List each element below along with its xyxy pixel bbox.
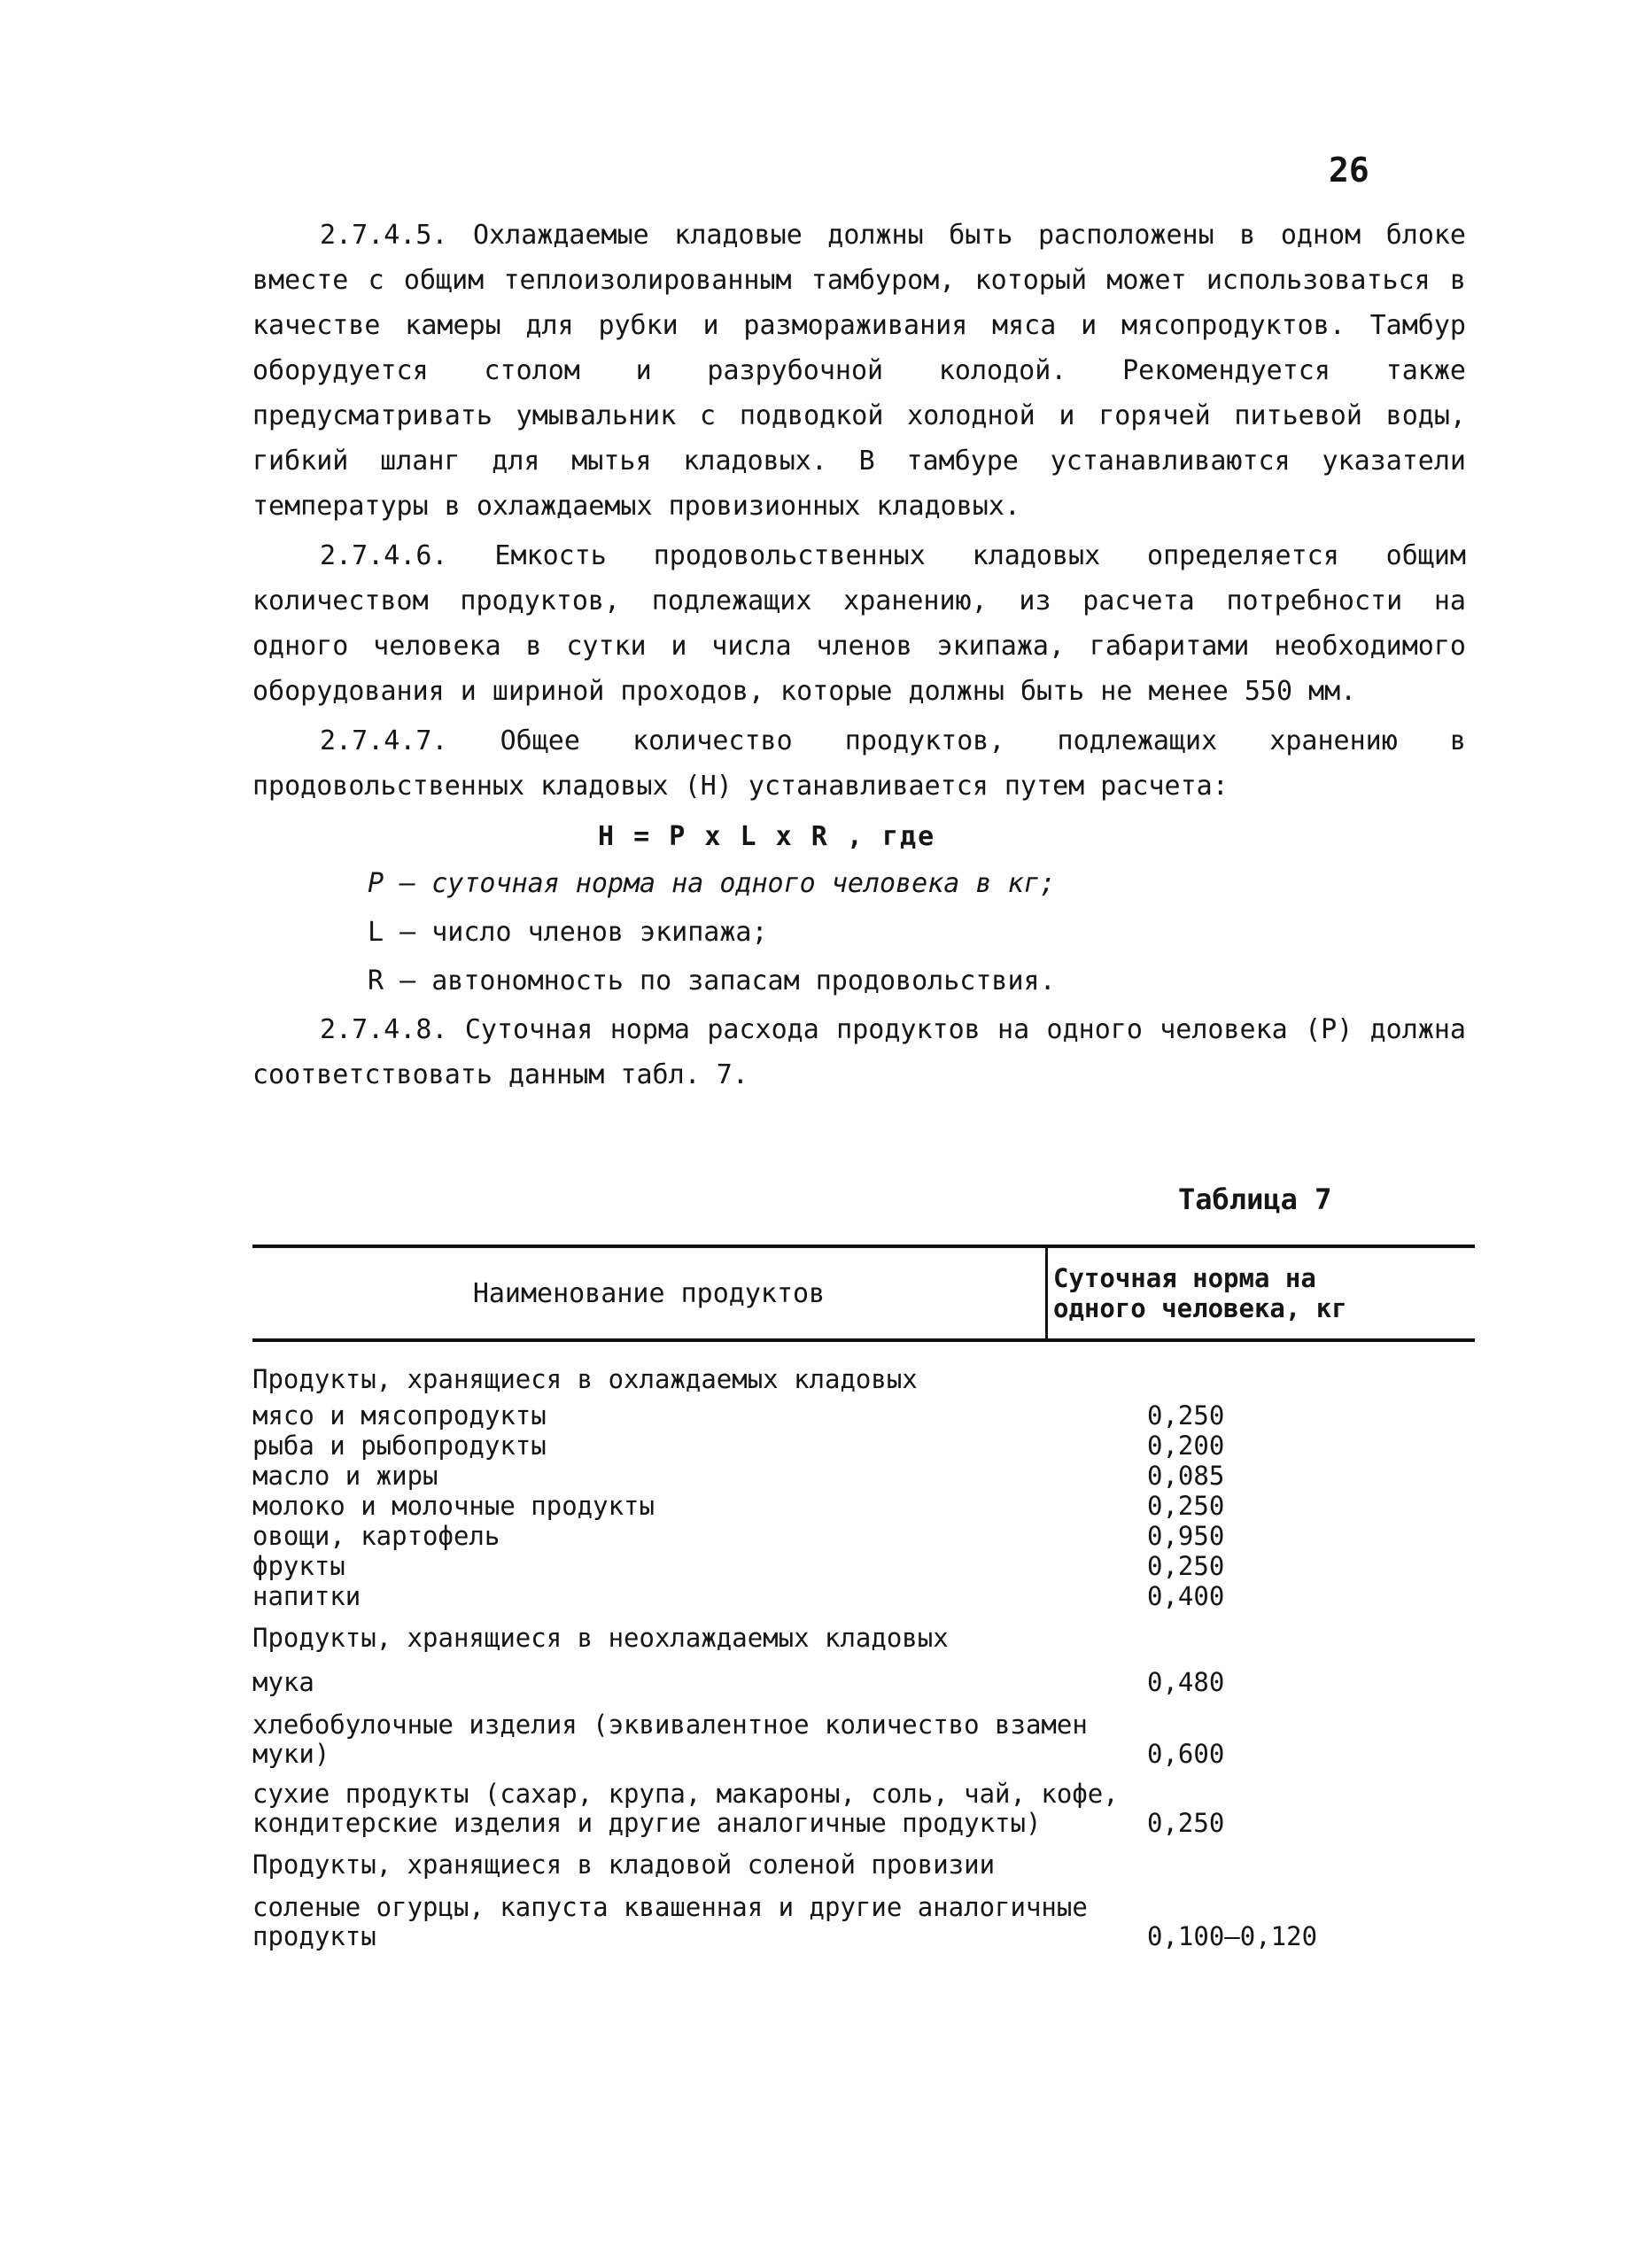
product-name: сухие продукты (сахар, крупа, макароны, соль, чай, кофе, кондитерские изделия и другие аналогичные продукты): [252, 1779, 1119, 1838]
product-name: овощи, картофель: [252, 1521, 500, 1551]
body-text: [252, 213, 1466, 1102]
table-row: [252, 1491, 1475, 1521]
product-name: мясо и мясопродукты: [252, 1400, 547, 1431]
food-norms-table: [252, 1245, 1475, 1951]
paragraph-2-7-4-5: 2.7.4.5. Охлаждаемые кладовые должны быть расположены в одном блоке вместе с общим теплоизолированным тамбуром, который может использоваться в качестве камеры для рубки и размораживания мяса и мясопродуктов. Тамбур оборудуется столом и разрубочной колодой. Рекомендуется также предусматривать умывальник с подводкой холодной и горячей питьевой воды, гибкий шланг для мытья кладовых. В тамбуре устанавливаются указатели температуры в охлаждаемых провизионных кладовых.: [252, 220, 1466, 522]
page-number: 26: [1329, 151, 1369, 190]
definition-l: L – число членов экипажа;: [368, 917, 768, 948]
group-title-unchilled: Продукты, хранящиеся в неохлаждаемых кладовых: [252, 1623, 949, 1653]
product-name: молоко и молочные продукты: [252, 1491, 655, 1521]
group-title-chilled: Продукты, хранящиеся в охлаждаемых кладовых: [252, 1364, 918, 1394]
table-row: [252, 1461, 1475, 1491]
definition-p: P – суточная норма на одного человека в кг;: [368, 868, 1056, 899]
header-daily-norm: [1045, 1248, 1475, 1338]
table-row: [252, 1431, 1475, 1461]
product-name: фрукты: [252, 1551, 345, 1581]
paragraph-2-7-4-8: 2.7.4.8. Суточная норма расхода продуктов на одного человека (P) должна соответствовать данным табл. 7.: [252, 1014, 1466, 1090]
table-body: [252, 1358, 1475, 1951]
definition-r: R – автономность по запасам продовольствия.: [368, 966, 1056, 997]
product-norm: 0,200: [1147, 1431, 1225, 1461]
table-caption: Таблица 7: [1178, 1183, 1332, 1216]
product-name: напитки: [252, 1581, 361, 1611]
table-row: [252, 1551, 1475, 1581]
formula-definitions: [252, 861, 1466, 1004]
table-row: [252, 1664, 1475, 1700]
product-norm: 0,400: [1147, 1581, 1225, 1611]
product-name: хлебобулочные изделия (эквивалентное количество взамен муки): [252, 1710, 1088, 1769]
product-name: рыба и рыбопродукты: [252, 1431, 547, 1461]
product-norm: 0,085: [1147, 1461, 1225, 1491]
product-name: масло и жиры: [252, 1461, 438, 1491]
table-row: [252, 1893, 1475, 1951]
table-row: [252, 1780, 1475, 1838]
table-row: [252, 1521, 1475, 1551]
paragraph-2-7-4-7: 2.7.4.7. Общее количество продуктов, подлежащих хранению в продовольственных кладовых (Н) устанавливается путем расчета:: [252, 725, 1466, 802]
product-name: мука: [252, 1667, 314, 1697]
table-row: [252, 1400, 1475, 1431]
product-norm: 0,600: [1147, 1739, 1225, 1769]
group-title-salted: Продукты, хранящиеся в кладовой соленой провизии: [252, 1850, 996, 1880]
table-header-rule: [252, 1338, 1475, 1342]
formula: Н = P x L x R , где: [598, 821, 936, 852]
product-norm: 0,250: [1147, 1400, 1225, 1431]
product-norm: 0,250: [1147, 1491, 1225, 1521]
header-norm-line1: Суточная норма на: [1053, 1263, 1316, 1293]
table-row: [252, 1710, 1475, 1769]
group-chilled-rows: [252, 1400, 1475, 1611]
product-norm: 0,250: [1147, 1808, 1225, 1838]
product-norm: 0,950: [1147, 1521, 1225, 1551]
header-norm-line2: одного человека, кг: [1053, 1293, 1347, 1323]
product-name: соленые огурцы, капуста квашенная и другие аналогичные продукты: [252, 1892, 1088, 1951]
product-norm: 0,250: [1147, 1551, 1225, 1581]
table-header: [252, 1248, 1475, 1338]
product-norm: 0,100–0,120: [1147, 1921, 1318, 1951]
header-product-name: Наименование продуктов: [472, 1277, 826, 1309]
table-row: [252, 1581, 1475, 1611]
product-norm: 0,480: [1147, 1667, 1225, 1697]
paragraph-2-7-4-6: 2.7.4.6. Емкость продовольственных кладовых определяется общим количеством продуктов, подлежащих хранению, из расчета потребности на одного человека в сутки и числа членов экипажа, габаритами необходимого оборудования и шириной проходов, которые должны быть не менее 550 мм.: [252, 540, 1466, 707]
